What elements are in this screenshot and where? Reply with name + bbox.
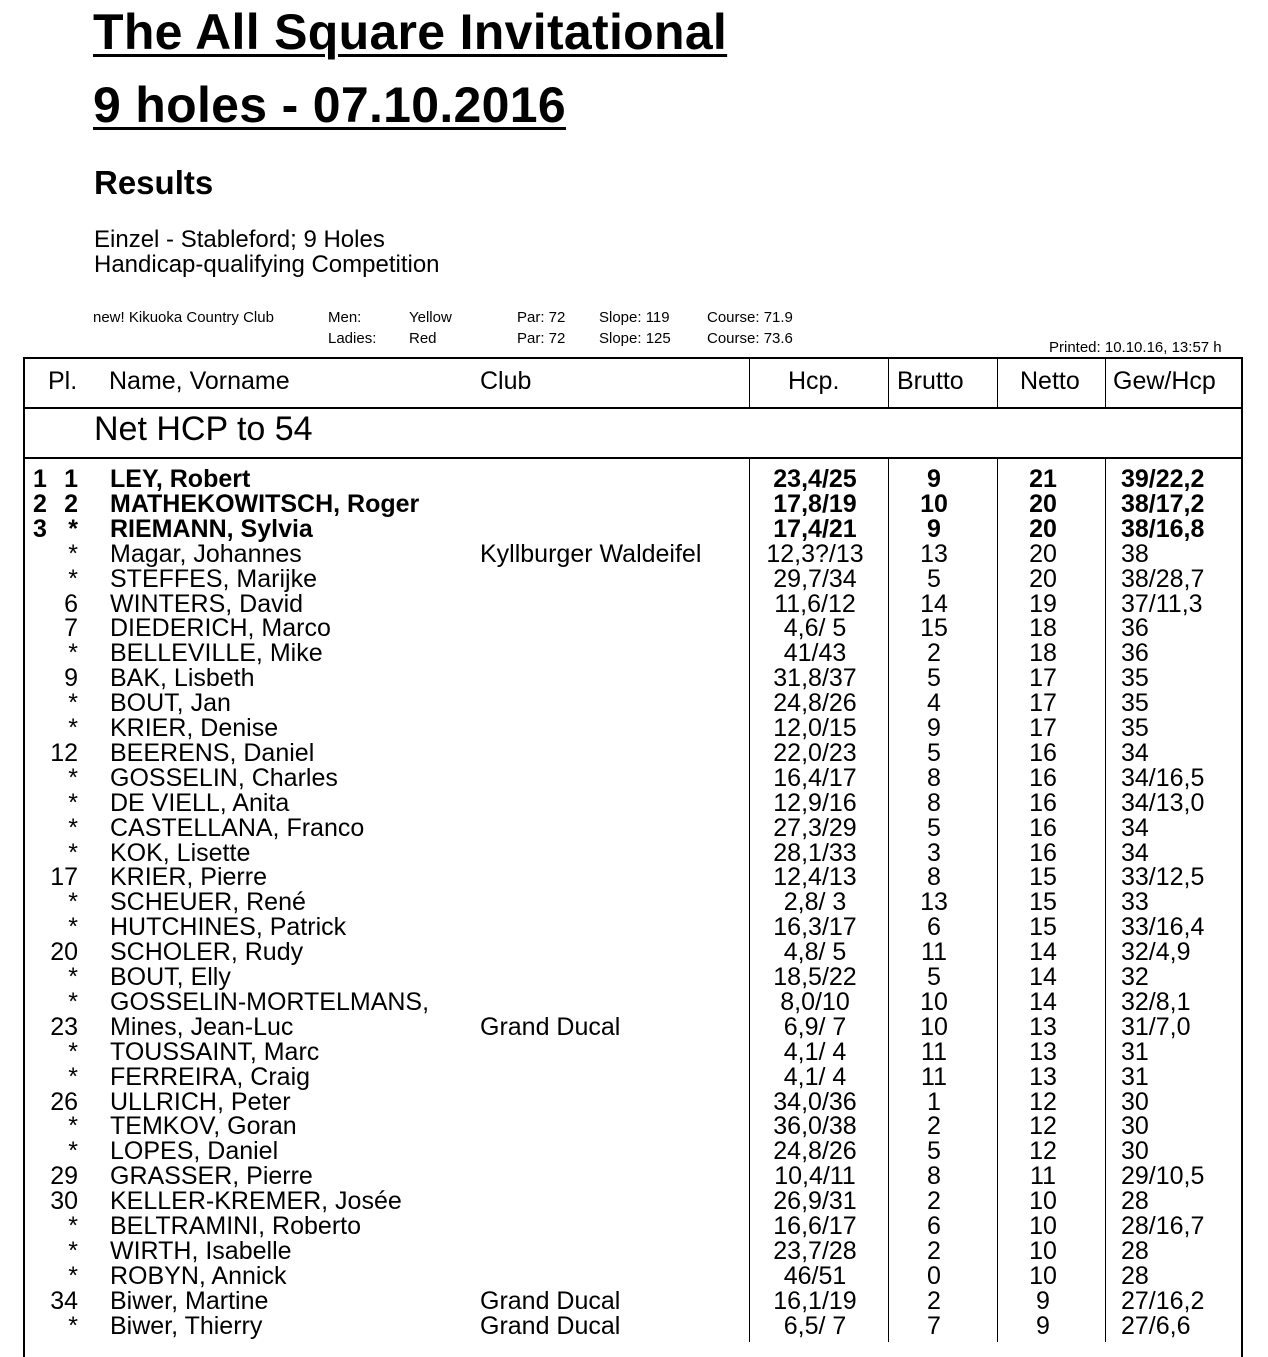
table-row xyxy=(0,763,1268,792)
handicap: 11,6/12 xyxy=(774,589,856,618)
netto-score: 10 xyxy=(1029,1212,1057,1240)
gew-hcp: 35 xyxy=(1121,714,1149,742)
gew-hcp: 30 xyxy=(1121,1137,1149,1166)
ladies-tee: Red xyxy=(409,330,437,347)
gew-hcp: 38/28,7 xyxy=(1121,564,1205,593)
place: * xyxy=(68,813,78,842)
place: * xyxy=(68,1311,78,1340)
place: 6 xyxy=(64,589,78,618)
player-name: KRIER, Pierre xyxy=(110,863,267,892)
brutto-score: 6 xyxy=(927,1212,941,1240)
men-course-rating: Course: 71.9 xyxy=(707,309,793,326)
col-header-club: Club xyxy=(480,367,532,395)
netto-score: 12 xyxy=(1029,1087,1057,1116)
brutto-score: 5 xyxy=(927,738,941,767)
netto-score: 13 xyxy=(1029,1062,1057,1091)
handicap: 12,9/16 xyxy=(773,788,857,817)
handicap: 46/51 xyxy=(783,1261,847,1290)
player-name: BOUT, Elly xyxy=(110,963,231,991)
gew-hcp: 33/16,4 xyxy=(1121,913,1205,942)
player-name: KRIER, Denise xyxy=(110,714,279,742)
gew-hcp: 29/10,5 xyxy=(1121,1162,1205,1191)
netto-score: 19 xyxy=(1029,589,1057,618)
handicap: 24,8/26 xyxy=(773,689,857,718)
player-name: BAK, Lisbeth xyxy=(110,664,255,693)
gew-hcp: 33 xyxy=(1121,888,1149,917)
place: * xyxy=(68,838,78,867)
netto-score: 10 xyxy=(1029,1236,1057,1265)
gew-hcp: 38/17,2 xyxy=(1121,489,1205,518)
netto-score: 15 xyxy=(1029,913,1057,942)
table-row xyxy=(0,1012,1268,1041)
netto-score: 20 xyxy=(1029,539,1057,568)
table-row xyxy=(0,467,1268,492)
player-name: CASTELLANA, Franco xyxy=(110,813,365,842)
gew-hcp: 28 xyxy=(1121,1261,1149,1290)
brutto-score: 11 xyxy=(921,1062,947,1091)
gew-hcp: 38/16,8 xyxy=(1121,514,1205,543)
netto-score: 17 xyxy=(1029,664,1057,693)
brutto-score: 8 xyxy=(927,788,941,817)
place: 34 xyxy=(50,1286,78,1315)
place: * xyxy=(68,913,78,942)
handicap: 6,5/ 7 xyxy=(783,1311,847,1340)
gew-hcp: 34/16,5 xyxy=(1121,763,1205,792)
handicap: 2,8/ 3 xyxy=(783,888,847,917)
netto-score: 18 xyxy=(1029,614,1057,643)
player-name: Magar, Johannes xyxy=(110,539,302,568)
ladies-slope: Slope: 125 xyxy=(599,330,671,347)
brutto-score: 2 xyxy=(927,1286,941,1315)
place: * xyxy=(68,714,78,742)
player-name: SCHOLER, Rudy xyxy=(110,938,304,967)
handicap: 12,3?/13 xyxy=(766,539,864,568)
gew-hcp: 30 xyxy=(1121,1087,1149,1116)
table-row xyxy=(0,965,1268,990)
handicap: 29,7/34 xyxy=(773,564,857,593)
brutto-score: 9 xyxy=(927,465,941,493)
handicap: 36,0/38 xyxy=(773,1112,857,1141)
handicap: 12,4/13 xyxy=(773,863,857,892)
printed-timestamp: Printed: 10.10.16, 13:57 h xyxy=(1049,339,1222,356)
table-row xyxy=(0,1214,1268,1239)
player-name: WINTERS, David xyxy=(110,589,304,618)
gew-hcp: 34 xyxy=(1121,813,1149,842)
table-row xyxy=(0,1164,1268,1189)
handicap: 4,6/ 5 xyxy=(783,614,847,643)
player-name: Mines, Jean-Luc xyxy=(110,1012,294,1041)
column-divider xyxy=(749,359,750,408)
netto-score: 15 xyxy=(1029,863,1057,892)
place: * xyxy=(68,1062,78,1091)
handicap: 4,1/ 4 xyxy=(783,1062,847,1091)
brutto-score: 13 xyxy=(920,888,948,917)
place: * xyxy=(68,1037,78,1066)
col-header-place: Pl. xyxy=(48,367,78,395)
page-title-line-2: 9 holes - 07.10.2016 xyxy=(93,77,566,133)
brutto-score: 8 xyxy=(927,1162,941,1191)
brutto-score: 2 xyxy=(927,1112,941,1141)
men-slope: Slope: 119 xyxy=(599,309,670,326)
player-name: KOK, Lisette xyxy=(110,838,251,867)
netto-score: 13 xyxy=(1029,1012,1057,1041)
table-row xyxy=(0,987,1268,1016)
handicap: 12,0/15 xyxy=(773,714,857,742)
player-name: LOPES, Daniel xyxy=(110,1137,279,1166)
gew-hcp: 34/13,0 xyxy=(1121,788,1205,817)
table-row xyxy=(0,788,1268,817)
gew-hcp: 36 xyxy=(1121,639,1149,668)
competition-format: Einzel - Stableford; 9 Holes xyxy=(94,226,385,253)
player-club: Grand Ducal xyxy=(480,1311,621,1340)
netto-score: 11 xyxy=(1030,1162,1056,1191)
table-row xyxy=(0,691,1268,716)
place: * xyxy=(68,963,78,991)
header-divider xyxy=(25,407,1241,409)
table-row xyxy=(0,564,1268,593)
player-name: TEMKOV, Goran xyxy=(110,1112,297,1141)
handicap: 6,9/ 7 xyxy=(783,1012,847,1041)
gew-hcp: 31 xyxy=(1121,1062,1149,1091)
place: 20 xyxy=(50,938,78,967)
player-club: Grand Ducal xyxy=(480,1286,621,1315)
brutto-score: 10 xyxy=(920,489,948,518)
place: 17 xyxy=(50,863,78,892)
netto-score: 9 xyxy=(1036,1311,1050,1340)
gew-hcp: 33/12,5 xyxy=(1121,863,1205,892)
place: 9 xyxy=(64,664,78,693)
handicap: 26,9/31 xyxy=(773,1187,857,1216)
player-name: Biwer, Thierry xyxy=(110,1311,263,1340)
netto-score: 20 xyxy=(1029,489,1057,518)
table-row xyxy=(0,813,1268,842)
place: * xyxy=(68,1137,78,1166)
netto-score: 18 xyxy=(1029,639,1057,668)
place: * xyxy=(68,539,78,568)
table-row xyxy=(0,940,1268,965)
gew-hcp: 35 xyxy=(1121,689,1149,718)
handicap: 27,3/29 xyxy=(773,813,857,842)
place: * xyxy=(68,564,78,593)
section-heading: Results xyxy=(94,164,214,201)
table-row xyxy=(0,1189,1268,1214)
place: * xyxy=(68,1212,78,1240)
gew-hcp: 32 xyxy=(1121,963,1149,991)
column-divider xyxy=(888,359,889,408)
column-divider xyxy=(997,359,998,408)
player-name: BELLEVILLE, Mike xyxy=(110,639,323,668)
table-row xyxy=(0,666,1268,691)
brutto-score: 13 xyxy=(920,539,948,568)
brutto-score: 2 xyxy=(927,639,941,668)
handicap: 16,3/17 xyxy=(773,913,857,942)
player-name: LEY, Robert xyxy=(110,465,251,493)
course-club-name: new! Kikuoka Country Club xyxy=(93,309,274,326)
place: * xyxy=(68,888,78,917)
handicap: 23,4/25 xyxy=(773,465,857,493)
brutto-score: 11 xyxy=(921,938,947,967)
player-name: GOSSELIN, Charles xyxy=(110,763,338,792)
brutto-score: 4 xyxy=(927,689,941,718)
brutto-score: 5 xyxy=(927,564,941,593)
brutto-score: 5 xyxy=(927,963,941,991)
place: * xyxy=(68,1112,78,1141)
gew-hcp: 27/16,2 xyxy=(1121,1286,1205,1315)
place: * xyxy=(68,788,78,817)
brutto-score: 8 xyxy=(927,863,941,892)
gew-hcp: 31 xyxy=(1121,1037,1149,1066)
brutto-score: 6 xyxy=(927,913,941,942)
player-name: GOSSELIN-MORTELMANS, xyxy=(110,987,430,1016)
brutto-score: 0 xyxy=(927,1261,941,1290)
brutto-score: 15 xyxy=(920,614,948,643)
player-name: RIEMANN, Sylvia xyxy=(110,514,313,543)
brutto-score: 10 xyxy=(920,1012,948,1041)
handicap: 17,4/21 xyxy=(773,514,857,543)
table-row xyxy=(0,1311,1268,1340)
ladies-label: Ladies: xyxy=(328,330,377,347)
place: 1 xyxy=(64,465,78,493)
prize-rank: 3 xyxy=(33,514,47,543)
place: * xyxy=(68,763,78,792)
netto-score: 15 xyxy=(1029,888,1057,917)
handicap: 17,8/19 xyxy=(773,489,857,518)
netto-score: 13 xyxy=(1029,1037,1057,1066)
men-label: Men: xyxy=(328,309,362,326)
table-row xyxy=(0,1062,1268,1091)
brutto-score: 5 xyxy=(927,664,941,693)
col-header-brutto: Brutto xyxy=(897,367,964,395)
place: * xyxy=(68,689,78,718)
place: 2 xyxy=(64,489,78,518)
handicap: 16,1/19 xyxy=(773,1286,857,1315)
handicap: 8,0/10 xyxy=(780,987,850,1016)
player-name: SCHEUER, René xyxy=(110,888,306,917)
netto-score: 9 xyxy=(1036,1286,1050,1315)
brutto-score: 9 xyxy=(927,514,941,543)
place: * xyxy=(68,639,78,668)
place: 7 xyxy=(64,614,78,643)
place: 30 xyxy=(50,1187,78,1216)
handicap: 16,4/17 xyxy=(773,763,857,792)
netto-score: 16 xyxy=(1029,738,1057,767)
handicap: 23,7/28 xyxy=(773,1236,857,1265)
place: * xyxy=(68,514,78,543)
table-row xyxy=(0,716,1268,741)
player-name: TOUSSAINT, Marc xyxy=(110,1037,320,1066)
table-row xyxy=(0,915,1268,940)
handicap: 18,5/22 xyxy=(773,963,857,991)
ladies-course-rating: Course: 73.6 xyxy=(707,330,793,347)
player-name: ROBYN, Annick xyxy=(110,1261,287,1290)
player-name: BELTRAMINI, Roberto xyxy=(110,1212,362,1240)
brutto-score: 3 xyxy=(927,838,941,867)
group-divider xyxy=(25,457,1241,459)
gew-hcp: 36 xyxy=(1121,614,1149,643)
netto-score: 16 xyxy=(1029,813,1057,842)
brutto-score: 2 xyxy=(927,1236,941,1265)
place: 26 xyxy=(50,1087,78,1116)
gew-hcp: 32/4,9 xyxy=(1121,938,1191,967)
col-header-gew-hcp: Gew/Hcp xyxy=(1113,367,1216,395)
gew-hcp: 32/8,1 xyxy=(1121,987,1191,1016)
table-row xyxy=(0,489,1268,518)
player-name: MATHEKOWITSCH, Roger xyxy=(110,489,420,518)
player-name: Biwer, Martine xyxy=(110,1286,269,1315)
table-row xyxy=(0,514,1268,543)
netto-score: 20 xyxy=(1029,514,1057,543)
brutto-score: 11 xyxy=(921,1037,947,1066)
gew-hcp: 37/11,3 xyxy=(1121,589,1203,618)
player-club: Grand Ducal xyxy=(480,1012,621,1041)
netto-score: 16 xyxy=(1029,763,1057,792)
gew-hcp: 38 xyxy=(1121,539,1149,568)
table-row xyxy=(0,539,1268,568)
men-tee: Yellow xyxy=(409,309,452,326)
table-row xyxy=(0,738,1268,767)
place: 12 xyxy=(50,738,78,767)
player-name: DE VIELL, Anita xyxy=(110,788,290,817)
brutto-score: 5 xyxy=(927,1137,941,1166)
netto-score: 14 xyxy=(1029,963,1057,991)
netto-score: 17 xyxy=(1029,689,1057,718)
player-name: BEERENS, Daniel xyxy=(110,738,315,767)
place: * xyxy=(68,1236,78,1265)
table-row xyxy=(0,865,1268,890)
handicap: 4,1/ 4 xyxy=(783,1037,847,1066)
col-header-handicap: Hcp. xyxy=(788,367,840,395)
brutto-score: 7 xyxy=(927,1311,941,1340)
handicap: 28,1/33 xyxy=(773,838,857,867)
table-row xyxy=(0,1114,1268,1139)
brutto-score: 5 xyxy=(927,813,941,842)
netto-score: 16 xyxy=(1029,788,1057,817)
player-name: STEFFES, Marijke xyxy=(110,564,317,593)
prize-rank: 1 xyxy=(33,465,47,493)
netto-score: 20 xyxy=(1029,564,1057,593)
handicap: 4,8/ 5 xyxy=(783,938,847,967)
table-row xyxy=(0,1286,1268,1315)
brutto-score: 10 xyxy=(920,987,948,1016)
netto-score: 12 xyxy=(1029,1112,1057,1141)
netto-score: 16 xyxy=(1029,838,1057,867)
handicap: 16,6/17 xyxy=(773,1212,857,1240)
netto-score: 14 xyxy=(1029,987,1057,1016)
player-name: ULLRICH, Peter xyxy=(110,1087,291,1116)
brutto-score: 2 xyxy=(927,1187,941,1216)
gew-hcp: 28 xyxy=(1121,1187,1149,1216)
table-row xyxy=(0,1261,1268,1290)
table-row xyxy=(0,838,1268,867)
brutto-score: 9 xyxy=(927,714,941,742)
col-header-name: Name, Vorname xyxy=(109,367,290,395)
group-heading: Net HCP to 54 xyxy=(94,410,313,448)
gew-hcp: 39/22,2 xyxy=(1121,465,1205,493)
netto-score: 10 xyxy=(1029,1261,1057,1290)
men-par: Par: 72 xyxy=(517,309,566,326)
brutto-score: 8 xyxy=(927,763,941,792)
player-club: Kyllburger Waldeifel xyxy=(480,539,702,568)
brutto-score: 1 xyxy=(927,1087,941,1116)
player-name: DIEDERICH, Marco xyxy=(110,614,331,643)
table-row xyxy=(0,641,1268,666)
column-divider xyxy=(1105,359,1106,408)
table-row xyxy=(0,616,1268,641)
brutto-score: 14 xyxy=(920,589,948,618)
netto-score: 12 xyxy=(1029,1137,1057,1166)
gew-hcp: 34 xyxy=(1121,838,1149,867)
page-title-line-1: The All Square Invitational xyxy=(93,4,728,60)
player-name: BOUT, Jan xyxy=(110,689,231,718)
table-row xyxy=(0,589,1268,618)
handicap: 10,4/11 xyxy=(774,1162,856,1191)
gew-hcp: 31/7,0 xyxy=(1121,1012,1191,1041)
player-name: HUTCHINES, Patrick xyxy=(110,913,347,942)
ladies-par: Par: 72 xyxy=(517,330,566,347)
place: 23 xyxy=(50,1012,78,1041)
table-row xyxy=(0,890,1268,915)
netto-score: 17 xyxy=(1029,714,1057,742)
table-row xyxy=(0,1087,1268,1116)
prize-rank: 2 xyxy=(33,489,47,518)
handicap: 34,0/36 xyxy=(773,1087,857,1116)
gew-hcp: 30 xyxy=(1121,1112,1149,1141)
player-name: FERREIRA, Craig xyxy=(110,1062,311,1091)
gew-hcp: 28 xyxy=(1121,1236,1149,1265)
netto-score: 21 xyxy=(1029,465,1057,493)
place: * xyxy=(68,987,78,1016)
player-name: KELLER-KREMER, Josée xyxy=(110,1187,402,1216)
handicap: 22,0/23 xyxy=(773,738,857,767)
netto-score: 14 xyxy=(1029,938,1057,967)
place: * xyxy=(68,1261,78,1290)
handicap: 41/43 xyxy=(783,639,847,668)
gew-hcp: 28/16,7 xyxy=(1121,1212,1205,1240)
table-row xyxy=(0,1236,1268,1265)
player-name: WIRTH, Isabelle xyxy=(110,1236,292,1265)
gew-hcp: 35 xyxy=(1121,664,1149,693)
gew-hcp: 34 xyxy=(1121,738,1149,767)
netto-score: 10 xyxy=(1029,1187,1057,1216)
gew-hcp: 27/6,6 xyxy=(1121,1311,1191,1340)
handicap: 24,8/26 xyxy=(773,1137,857,1166)
player-name: GRASSER, Pierre xyxy=(110,1162,313,1191)
place: 29 xyxy=(50,1162,78,1191)
competition-type: Handicap-qualifying Competition xyxy=(94,251,440,278)
col-header-netto: Netto xyxy=(1020,367,1080,395)
table-row xyxy=(0,1037,1268,1066)
handicap: 31,8/37 xyxy=(773,664,857,693)
table-row xyxy=(0,1139,1268,1164)
